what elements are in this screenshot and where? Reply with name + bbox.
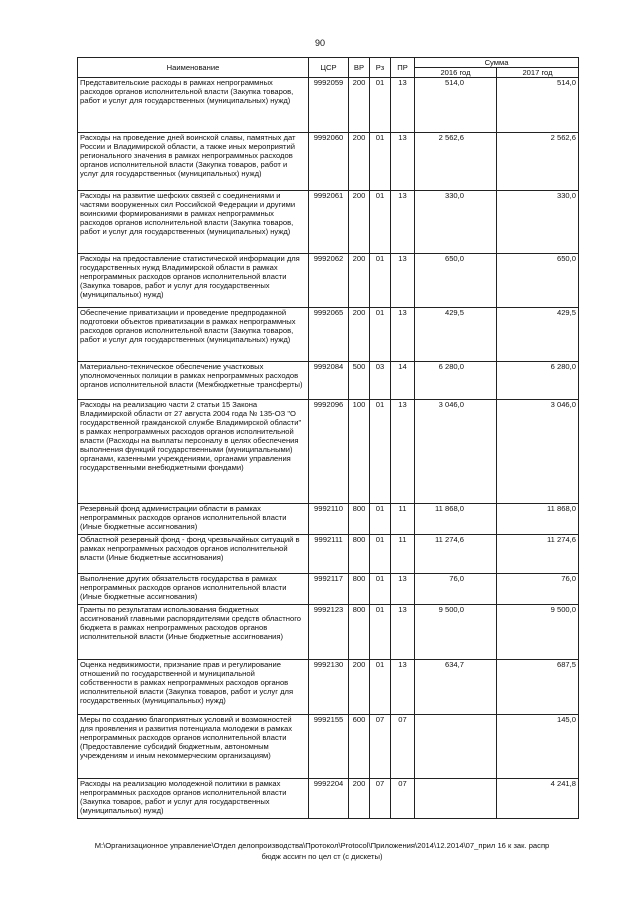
table-row (78, 133, 579, 191)
row-amount-2017: 429,5 (497, 308, 579, 362)
row-name: Резервный фонд администрации области в рамках непрограммных расходов органов исполнительной власти (Иные бюджетные ассигнования) (78, 504, 309, 535)
table-row (78, 779, 579, 819)
row-csr: 9992065 (309, 308, 349, 362)
table-row (78, 191, 579, 254)
row-vr: 200 (349, 308, 370, 362)
row-name: Областной резервный фонд - фонд чрезвычайных ситуаций в рамках непрограммных расходов органов исполнительной власти (Иные бюджетные ассигнования) (78, 535, 309, 574)
row-pr: 11 (391, 504, 415, 535)
row-rz: 01 (370, 254, 391, 308)
row-amount-2016: 3 046,0 (415, 400, 497, 504)
row-amount-2017: 3 046,0 (497, 400, 579, 504)
row-pr: 13 (391, 605, 415, 660)
row-pr: 13 (391, 254, 415, 308)
row-csr: 9992110 (309, 504, 349, 535)
header-year-2016: 2016 год (415, 68, 497, 78)
row-amount-2017: 4 241,8 (497, 779, 579, 819)
row-amount-2016: 330,0 (415, 191, 497, 254)
row-amount-2017: 11 868,0 (497, 504, 579, 535)
table-row (78, 400, 579, 504)
row-csr: 9992084 (309, 362, 349, 400)
row-rz: 07 (370, 779, 391, 819)
row-csr: 9992117 (309, 574, 349, 605)
row-name: Расходы на проведение дней воинской славы, памятных дат России и Владимирской области, а также иных мероприятий регионального значения в рамках непрограммных расходов органов исполнительной власти (Закупка товаров, работ и услуг для государственных (муниципальных) нужд) (78, 133, 309, 191)
row-pr: 07 (391, 715, 415, 779)
row-amount-2017: 2 562,6 (497, 133, 579, 191)
page-number: 90 (314, 38, 325, 48)
row-pr: 14 (391, 362, 415, 400)
row-amount-2016 (415, 779, 497, 819)
row-rz: 01 (370, 504, 391, 535)
row-name: Расходы на реализацию молодежной политики в рамках непрограммных расходов органов исполнительной власти (Закупка товаров, работ и услуг для государственных (муниципальных) нужд) (78, 779, 309, 819)
row-amount-2017: 514,0 (497, 78, 579, 133)
row-vr: 200 (349, 191, 370, 254)
row-vr: 100 (349, 400, 370, 504)
row-amount-2016: 9 500,0 (415, 605, 497, 660)
row-vr: 200 (349, 779, 370, 819)
row-rz: 01 (370, 400, 391, 504)
row-csr: 9992204 (309, 779, 349, 819)
table-row (78, 715, 579, 779)
row-rz: 01 (370, 133, 391, 191)
row-pr: 07 (391, 779, 415, 819)
row-amount-2016: 2 562,6 (415, 133, 497, 191)
header-vr: ВР (349, 58, 370, 78)
row-amount-2017: 650,0 (497, 254, 579, 308)
row-amount-2017: 11 274,6 (497, 535, 579, 574)
table-row (78, 308, 579, 362)
row-amount-2017: 145,0 (497, 715, 579, 779)
row-pr: 13 (391, 574, 415, 605)
row-csr: 9992059 (309, 78, 349, 133)
table-row (78, 605, 579, 660)
row-csr: 9992062 (309, 254, 349, 308)
row-csr: 9992096 (309, 400, 349, 504)
row-csr: 9992061 (309, 191, 349, 254)
row-rz: 01 (370, 535, 391, 574)
row-amount-2017: 9 500,0 (497, 605, 579, 660)
row-vr: 600 (349, 715, 370, 779)
row-amount-2016: 514,0 (415, 78, 497, 133)
header-pr: ПР (391, 58, 415, 78)
row-vr: 200 (349, 78, 370, 133)
footer-line-1: M:\Организационное управление\Отдел делопроизводства\Протокол\Protocol\Приложения\2014\12.2014\07_прил 16 к зак. распр (94, 841, 550, 850)
table-row (78, 504, 579, 535)
row-pr: 13 (391, 133, 415, 191)
row-amount-2017: 76,0 (497, 574, 579, 605)
row-csr: 9992111 (309, 535, 349, 574)
row-vr: 200 (349, 254, 370, 308)
file-path-footer (62, 840, 582, 862)
table-row (78, 254, 579, 308)
header-csr: ЦСР (309, 58, 349, 78)
row-rz: 01 (370, 660, 391, 715)
row-amount-2016: 11 274,6 (415, 535, 497, 574)
row-vr: 200 (349, 660, 370, 715)
row-amount-2016 (415, 715, 497, 779)
table-row (78, 362, 579, 400)
row-vr: 800 (349, 535, 370, 574)
row-vr: 200 (349, 133, 370, 191)
row-rz: 01 (370, 605, 391, 660)
table-row (78, 535, 579, 574)
budget-table (77, 57, 579, 819)
row-amount-2016: 11 868,0 (415, 504, 497, 535)
row-amount-2017: 687,5 (497, 660, 579, 715)
row-pr: 13 (391, 308, 415, 362)
row-name: Материально-техническое обеспечение участковых уполномоченных полиции в рамках непрограммных расходов органов исполнительной власти (Межбюджетные трансферты) (78, 362, 309, 400)
row-csr: 9992060 (309, 133, 349, 191)
row-amount-2017: 330,0 (497, 191, 579, 254)
table-row (78, 574, 579, 605)
row-vr: 500 (349, 362, 370, 400)
row-pr: 13 (391, 400, 415, 504)
row-pr: 13 (391, 191, 415, 254)
header-rz: Рз (370, 58, 391, 78)
header-year-2017: 2017 год (497, 68, 579, 78)
row-rz: 01 (370, 308, 391, 362)
row-vr: 800 (349, 504, 370, 535)
row-pr: 13 (391, 78, 415, 133)
table-row (78, 78, 579, 133)
footer-line-2: бюдж ассигн по цел ст (с дискеты) (261, 852, 383, 861)
row-rz: 03 (370, 362, 391, 400)
row-vr: 800 (349, 574, 370, 605)
row-rz: 01 (370, 191, 391, 254)
row-rz: 07 (370, 715, 391, 779)
row-amount-2016: 76,0 (415, 574, 497, 605)
header-sum: Сумма (415, 58, 579, 68)
row-amount-2017: 6 280,0 (497, 362, 579, 400)
row-pr: 11 (391, 535, 415, 574)
row-name: Расходы на реализацию части 2 статьи 15 Закона Владимирской области от 27 августа 2004 года № 135-ОЗ "О государственной гражданской службе Владимирской области" в рамках непрограммных расходов органов исполнительной власти (Расходы на выплаты персоналу в целях обеспечения выполнения функций государственными (муниципальными) органами, казенными учреждениями, органами управления государственными внебюджетными фондами) (78, 400, 309, 504)
row-rz: 01 (370, 574, 391, 605)
row-name: Расходы на развитие шефских связей с соединениями и частями вооруженных сил Российской Федерации и другими воинскими формированиями в рамках непрограммных расходов органов исполнительной власти (Закупка товаров, работ и услуг для государственных (муниципальных) нужд) (78, 191, 309, 254)
header-name: Наименование (78, 58, 309, 78)
row-amount-2016: 429,5 (415, 308, 497, 362)
row-csr: 9992130 (309, 660, 349, 715)
row-name: Оценка недвижимости, признание прав и регулирование отношений по государственной и муниципальной собственности в рамках непрограммных расходов органов исполнительной власти (Закупка товаров, работ и услуг для государственных (муниципальных) нужд) (78, 660, 309, 715)
row-name: Представительские расходы в рамках непрограммных расходов органов исполнительной власти (Закупка товаров, работ и услуг для государственных (муниципальных) нужд) (78, 78, 309, 133)
row-vr: 800 (349, 605, 370, 660)
row-amount-2016: 634,7 (415, 660, 497, 715)
table-row (78, 660, 579, 715)
row-rz: 01 (370, 78, 391, 133)
row-pr: 13 (391, 660, 415, 715)
row-name: Обеспечение приватизации и проведение предпродажной подготовки объектов приватизации в рамках непрограммных расходов органов исполнительной власти (Закупка товаров, работ и услуг для государственных (муниципальных) нужд) (78, 308, 309, 362)
row-name: Гранты по результатам использования бюджетных ассигнований главными распорядителями средств областного бюджета в рамках непрограммных расходов органов исполнительной власти (Иные бюджетные ассигнования) (78, 605, 309, 660)
row-csr: 9992155 (309, 715, 349, 779)
row-name: Расходы на предоставление статистической информации для государственных нужд Владимирской области в рамках непрограммных расходов органов исполнительной власти (Закупка товаров, работ и услуг для государственных (муниципальных) нужд) (78, 254, 309, 308)
row-name: Меры по созданию благоприятных условий и возможностей для проявления и развития потенциала молодежи в рамках непрограммных расходов органов исполнительной власти (Предоставление субсидий бюджетным, автономным учреждениям и иным некоммерческим организациям) (78, 715, 309, 779)
row-csr: 9992123 (309, 605, 349, 660)
row-name: Выполнение других обязательств государства в рамках непрограммных расходов органов исполнительной власти (Иные бюджетные ассигнования) (78, 574, 309, 605)
row-amount-2016: 6 280,0 (415, 362, 497, 400)
row-amount-2016: 650,0 (415, 254, 497, 308)
